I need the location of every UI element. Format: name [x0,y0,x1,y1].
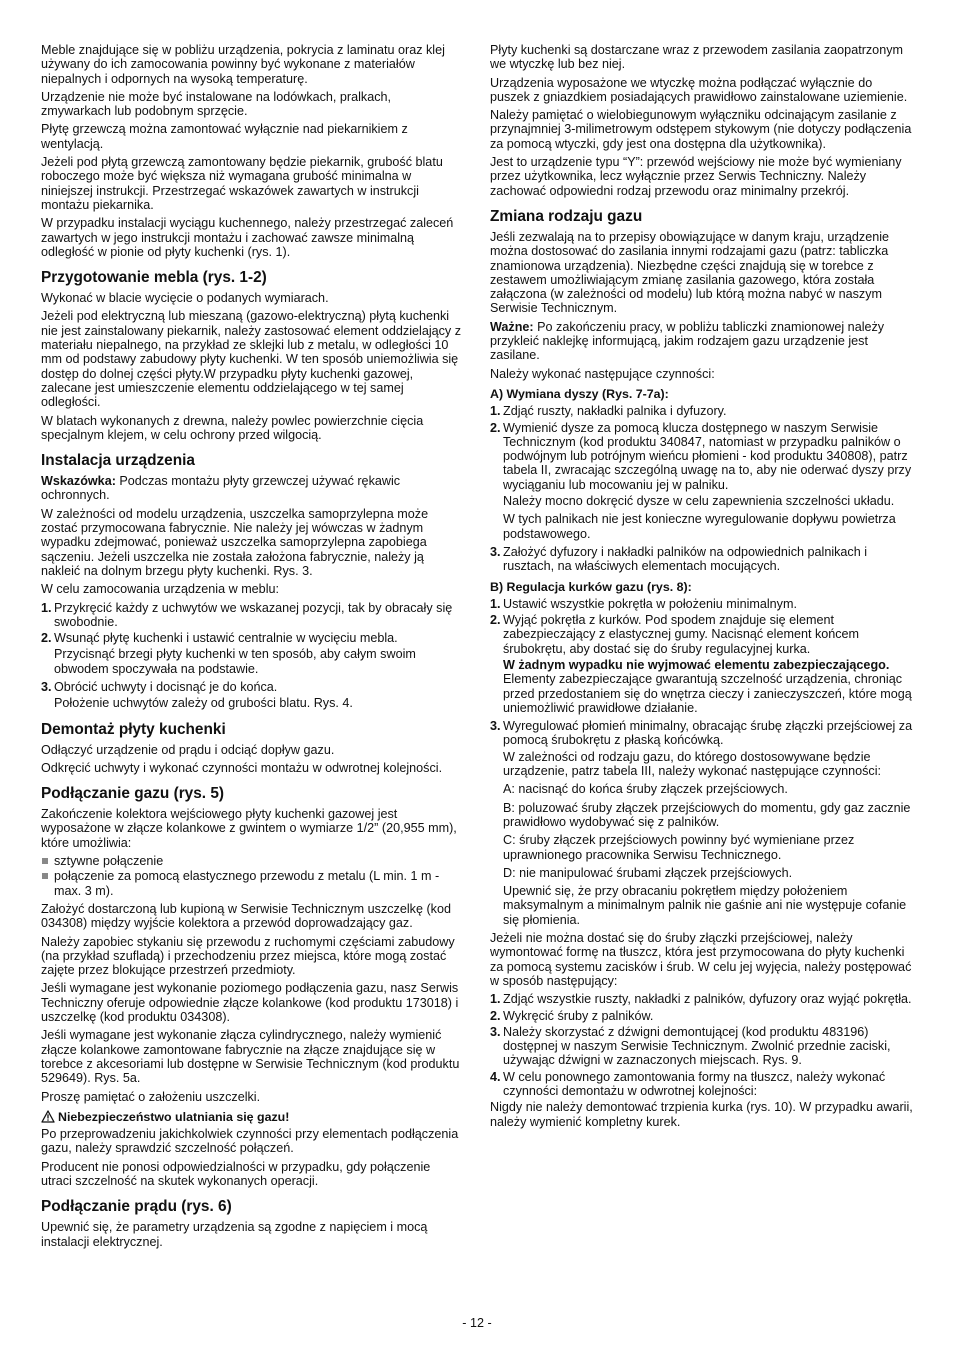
list-item [490,992,915,1006]
gas-paragraph: Jeśli wymagane jest wykonanie poziomego podłączenia gazu, nasz Serwis Techniczny oferuje odpowiednie złącze kolankowe (kod produktu 173018) i uszczelkę (kod produktu 034308). [41,981,459,1025]
list-text: W celu ponownego zamontowania formy na tłuszcz, należy wykonać czynności demontażu w odwrotnej kolejności: [503,1069,886,1098]
gas-paragraph: Zakończenie kolektora wejściowego płyty kuchenki gazowej jest wyposażone w złącze kolankowe z gwintem o wymiarze 1/2” (20,955 mm), które umożliwia: [41,807,457,850]
list-subparagraph: Przycisnąć brzegi płyty kuchenki w ten sposób, aby całym swoim obwodem spoczywała na podstawie. [54,647,416,676]
intro-paragraph: Urządzenie nie może być instalowane na lodówkach, pralkach, zmywarkach lub podobnym sprzęcie. [41,89,392,119]
list-item [41,631,463,645]
bullet-text: połączenie za pomocą elastycznego przewodu z metalu (L min. 1 m - max. 3 m). [54,869,440,898]
list-text: Przykręcić każdy z uchwytów we wskazanej pozycji, tak by obracały się swobodnie. [54,600,453,629]
bold-warning: W żadnym wypadku nie wyjmować elementu zabezpieczającego. [503,657,890,672]
prep-paragraph: Wykonać w blacie wycięcie o podanych wymiarach. [41,291,329,306]
section-heading-removal: Demontaż płyty kuchenki [41,720,226,738]
list-subparagraph: C: śruby złączek przejściowych powinny być wymieniane przez uprawnionego pracownika Serwisu Technicznego. [503,833,855,862]
list-number: 1. [41,600,52,615]
important-label: Ważne: [490,319,534,334]
list-text: Zdjąć wszystkie ruszty, nakładki z palników, dyfuzory oraz wyjąć pokrętła. [503,992,912,1007]
warning-triangle-icon [41,1110,55,1123]
intro-paragraph: W przypadku instalacji wyciągu kuchennego, należy przestrzegać zaleceń zawartych w jego instrukcji montażu i zachować zawsze minimalną odległość w pionie od płyty kuchenki (rys. 1). [41,216,454,259]
list-item [41,601,463,630]
section-heading-prep: Przygotowanie mebla (rys. 1-2) [41,269,267,287]
gas-paragraph: Należy zapobiec stykaniu się przewodu z ruchomymi częściami zabudowy (na przykład szufladą) i przechodzeniu przez miejsca, które mogą zostać zajęte przez blokujące przestrzeń przedmioty. [41,934,455,978]
removal-paragraph: Odkręcić uchwyty i wykonać czynności montażu w odwrotnej kolejności. [41,760,443,775]
note-text: Podczas montażu płyty grzewczej używać rękawic ochronnych. [41,474,401,503]
section-heading-install: Instalacja urządzenia [41,452,195,470]
list-item [490,719,915,748]
subheading-tap-adjust: B) Regulacja kurków gazu (rys. 8): [490,579,692,594]
note-label: Wskazówka: [41,474,116,489]
list-subparagraph: D: nie manipulować śrubami złączek przejściowych. [503,865,793,880]
prep-paragraph: W blatach wykonanych z drewna, należy powlec powierzchnie cięcia specjalnym klejem, w celu ochrony przed wilgocią. [41,413,424,442]
warning-paragraph: Po przeprowadzeniu jakichkolwiek czynności przy elementach podłączenia gazu, należy sprawdzić szczelność połączeń. [41,1127,459,1156]
power-paragraph: Jest to urządzenie typu “Y”: przewód wejściowy nie może być wymieniany przez użytkownika, lecz wyłącznie przez Serwis Techniczny. Należy zachować odpowiedni rodzaj przewodu oraz minimalny przekrój. [490,155,902,198]
list-number: 2. [41,631,52,646]
bullet-item [41,854,463,868]
power-paragraph: Upewnić się, że parametry urządzenia są zgodne z napięciem i mocą instalacji elektrycznej. [41,1220,428,1249]
bullet-item [41,869,463,898]
list-text: Wsunąć płytę kuchenki i ustawić centralnie w wycięciu mebla. [54,631,398,646]
gas-change-paragraph: Jeżeli nie można dostać się do śruby złączki przejściowej, należy wymontować formę na tłuszcz, która jest przymocowana do płyty kuchenki za pomocą systemu zacisków i śrub. W celu jej wyjęcia, należy postępować w sposób następujący: [490,931,912,988]
list-number: 2. [490,1008,501,1023]
power-paragraph: Płyty kuchenki są dostarczane wraz z przewodem zasilania zaopatrzonym we wtyczkę lub bez niej. [490,43,903,72]
install-note [41,474,463,503]
list-subparagraph: Należy mocno dokręcić dysze w celu zapewnienia szczelności układu. [503,494,895,509]
list-item [490,1070,915,1099]
gas-paragraph: Założyć dostarczoną lub kupioną w Serwisie Technicznym uszczelkę (kod 034308) między wyjście kolektora a przewód doprowadzający gaz. [41,901,451,931]
list-number: 2. [490,420,501,435]
list-text: Zdjąć ruszty, nakładki palnika i dyfuzory. [503,404,727,419]
section-heading-gas: Podłączanie gazu (rys. 5) [41,785,225,803]
warning-text: Niebezpieczeństwo ulatniania się gazu! [58,1109,290,1124]
section-heading-gas-change: Zmiana rodzaju gazu [490,207,643,225]
install-paragraph: W zależności od modelu urządzenia, uszczelka samoprzylepna może zostać przymocowana fabrycznie. Nie należy jej wówczas w żadnym wypadku zdejmować, ponieważ uszczelka samoprzylepna zapobiega sączeniu. Jeżeli uszczelka nie została założona fabrycznie, należy ją nakleić na dolnym brzegu płyty kuchenki. Rys. 3. [41,506,429,578]
list-item [490,1025,915,1068]
list-number: 1. [490,992,501,1007]
list-subparagraph: W zależności od rodzaju gazu, do którego dostosowywane będzie urządzenie, patrz tabela III, należy wykonać następujące czynności: [503,749,882,779]
warning-paragraph: Producent nie ponosi odpowiedzialności w przypadku, gdy połączenie utraci szczelność na skutek wykonanych operacji. [41,1159,431,1188]
gas-change-paragraph: Należy wykonać następujące czynności: [490,366,715,381]
list-text: Wymienić dysze za pomocą klucza dostępnego w naszym Serwisie Technicznym (kod produktu 340847, natomiast w przypadku palników o podwójnym lub potrójnym wieńcu płomieni - kod produktu 340808), patrz tabela II, zwracając szczególną uwagę na to, aby nie oderwać dyszy przy wyciąganiu lub mocowaniu jej w palniku. [503,420,912,492]
list-text: Wyregulować płomień minimalny, obracając śrubę złączki przejściowej za pomocą śrubokrętu z płaską końcówką. [503,719,913,748]
list-item [490,545,915,574]
list-item [490,1009,915,1023]
list-subparagraph: A: nacisnąć do końca śruby złączek przejściowych. [503,782,788,797]
prep-paragraph: Jeżeli pod elektryczną lub mieszaną (gazowo-elektryczną) płytą kuchenki nie jest zainstalowany piekarnik, należy zastosować element oddzielający z materiału niepalnego, na przykład ze sklejki lub z metalu, w odległości 10 mm od podstawy zabudowy płyty kuchenki. W ten sposób uniemożliwia się dostęp do dolnej części płyty.W przypadku płyty kuchenki gazowej, zalecane jest umieszczenie elementu oddzielającego w tej samej odległości. [41,309,462,410]
list-item [490,404,915,418]
gas-paragraph: Proszę pamiętać o założeniu uszczelki. [41,1089,261,1104]
bullet-square-icon [41,854,54,868]
list-item [490,597,915,611]
list-text: Wyjąć pokrętła z kurków. Pod spodem znajduje się element zabezpieczający z elastycznej gumy. Nacisnąć element końcem śrubokrętu, aby dostać się do śruby regulacyjnej kurka. [503,613,860,656]
important-note [490,320,915,363]
gas-paragraph: Jeśli wymagane jest wykonanie złącza cylindrycznego, należy wymienić złącze kolankowe zamontowane fabrycznie na złącze znajdujące się w torebce z akcesoriami lub dostępne w Serwisie Technicznym (kod produktu 529649). Rys. 5a. [41,1028,460,1086]
list-number: 3. [490,719,501,734]
gas-change-paragraph: Nigdy nie należy demontować trzpienia kurka (rys. 10). W przypadku awarii, należy wymienić kompletny kurek. [490,1100,913,1129]
list-number: 3. [41,679,52,694]
bullet-text: sztywne połączenie [54,854,164,869]
list-text: Ustawić wszystkie pokrętła w położeniu minimalnym. [503,596,797,611]
removal-paragraph: Odłączyć urządzenie od prądu i odciąć dopływ gazu. [41,742,335,757]
list-subparagraph: Położenie uchwytów zależy od grubości blatu. Rys. 4. [54,696,353,711]
section-heading-power: Podłączanie prądu (rys. 6) [41,1198,232,1216]
power-paragraph: Należy pamiętać o wielobiegunowym wyłączniku odcinającym zasilanie z przynajmniej 3-milimetrowym odstępem stykowym (nie dotyczy podłączenia za pomocą wtyczki, gdy jest ona dostępna dla użytkownika). [490,108,912,151]
list-text: Obrócić uchwyty i docisnąć je do końca. [54,679,278,694]
subparagraph-text: Elementy zabezpieczające gwarantują szczelność urządzenia, chroniąc przed przedostaniem się do wnętrza cieczy i zanieczyszczeń, które mogą uniemożliwić prawidłowe działanie. [503,672,912,715]
install-paragraph: W celu zamocowania urządzenia w meblu: [41,582,279,597]
list-subparagraph [503,658,915,715]
list-text: Założyć dyfuzory i nakładki palników na odpowiednich palnikach i rusztach, na właściwych elementach mocujących. [503,544,868,574]
left-column [41,43,463,1253]
page-number: - 12 - [462,1316,492,1330]
list-number: 1. [490,596,501,611]
gas-change-paragraph: Jeśli zezwalają na to przepisy obowiązujące w danym kraju, urządzenie można dostosować do zasilania innymi rodzajami gazu (patrz: tabliczka znamionowa urządzenia). Niezbędne części znajdują się w torebce z zestawem umożliwiającym zmianę zasilania gazowego, która została załączona (w zależności od modelu) lub którą można nabyć w naszym Serwisie Technicznym. [490,229,890,316]
list-text: Należy skorzystać z dźwigni demontującej (kod produktu 483196) dostępnej w naszym Serwisie Technicznym. Zwolnić przednie zaciski, używając dźwigni w zaznaczonych miejscach. Rys. 9. [503,1024,891,1068]
list-number: 3. [490,1024,501,1039]
list-item [490,421,915,492]
important-text: Po zakończeniu pracy, w pobliżu tabliczki znamionowej należy przykleić naklejkę informującą, jakim rodzajem gazu urządzenie jest zasilane. [490,319,885,363]
intro-paragraph: Meble znajdujące się w pobliżu urządzenia, pokrycia z laminatu oraz klej używany do ich zamocowania powinny być wykonane z materiałów niepalnych i odpornych na wysoką temperaturę. [41,43,445,86]
intro-paragraph: Jeżeli pod płytą grzewczą zamontowany będzie piekarnik, grubość blatu roboczego może być większa niż wymagana grubość minimalna w niniejszej instrukcji. Przestrzegać wskazówek zawartych w instrukcji montażu piekarnika. [41,155,443,212]
list-number: 1. [490,404,501,419]
list-number: 2. [490,613,501,628]
list-subparagraph: Upewnić się, że przy obracaniu pokrętłem między położeniem maksymalnym a minimalnym palnik nie gaśnie ani nie występuje cofanie się płomienia. [503,884,907,927]
gas-warning-heading [41,1110,463,1124]
list-number: 3. [490,544,501,559]
list-text: Wykręcić śruby z palników. [503,1008,654,1023]
list-item [490,613,915,656]
list-subparagraph: W tych palnikach nie jest konieczne wyregulowanie dopływu powietrza podstawowego. [503,512,896,541]
power-paragraph: Urządzenia wyposażone we wtyczkę można podłączać wyłącznie do puszek z gniazdkiem posiadających prawidłowo zainstalowane uziemienie. [490,75,908,104]
list-number: 4. [490,1069,501,1084]
list-subparagraph: B: poluzować śruby złączek przejściowych do momentu, gdy gaz zacznie prawidłowo wydobywać się z palników. [503,800,911,829]
bullet-square-icon [41,869,54,898]
intro-paragraph: Płytę grzewczą można zamontować wyłącznie nad piekarnikiem z wentylacją. [41,122,408,151]
list-item [41,680,463,694]
right-column [490,43,915,1133]
subheading-nozzle: A) Wymiana dyszy (Rys. 7-7a): [490,386,669,401]
